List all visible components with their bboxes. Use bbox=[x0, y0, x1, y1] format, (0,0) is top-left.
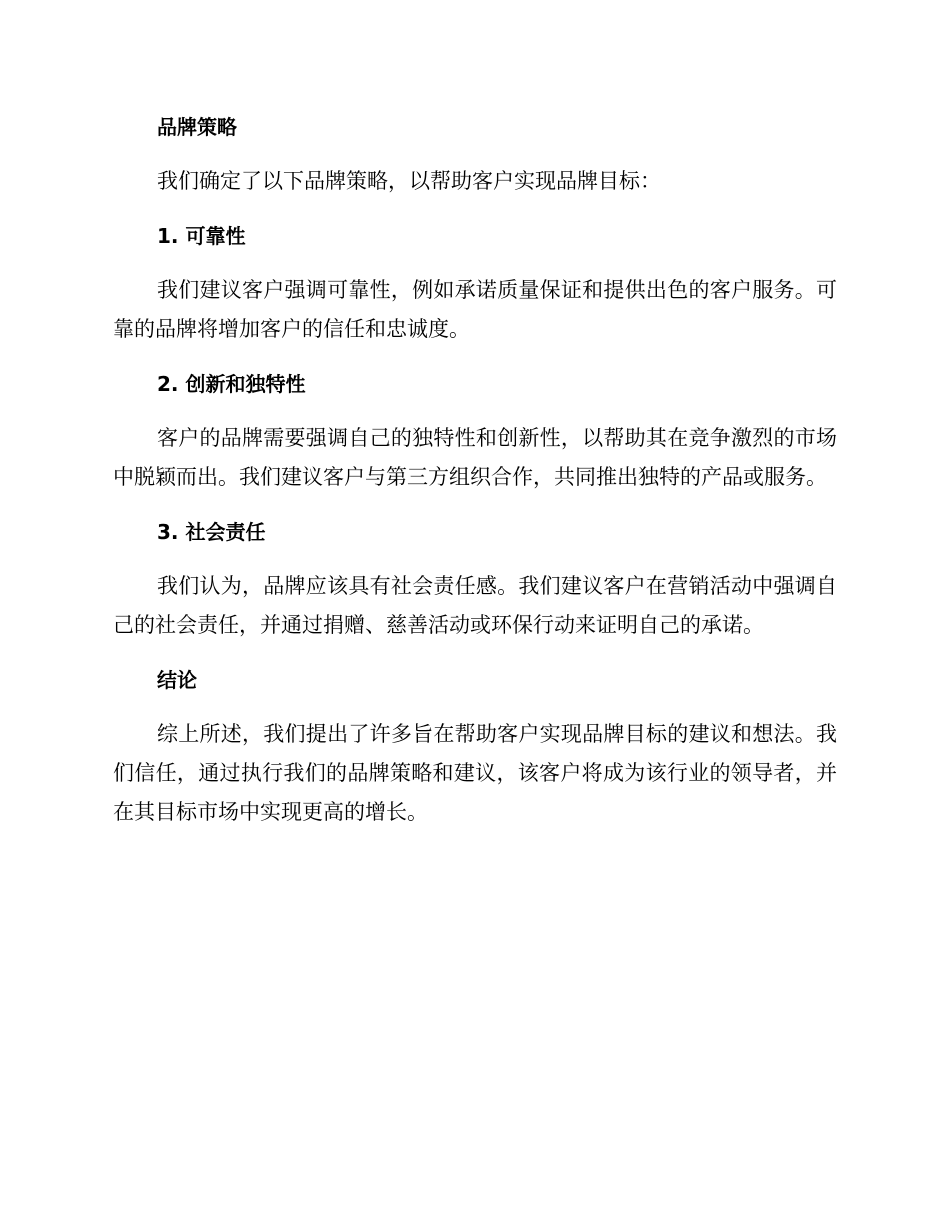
conclusion-paragraph: 综上所述，我们提出了许多旨在帮助客户实现品牌目标的建议和想法。我们信任，通过执行我们的品牌策略和建议，该客户将成为该行业的领导者，并在其目标市场中实现更高的增长。 bbox=[113, 722, 837, 824]
item-heading-innovation: 2. 创新和独特性 bbox=[157, 372, 306, 396]
item-heading-reliability: 1. 可靠性 bbox=[157, 224, 246, 248]
item-heading-social-responsibility: 3. 社会责任 bbox=[157, 520, 266, 544]
section-title: 品牌策略 bbox=[157, 115, 237, 139]
intro-paragraph: 我们确定了以下品牌策略，以帮助客户实现品牌目标： bbox=[157, 169, 661, 193]
document-body bbox=[113, 108, 837, 832]
conclusion-title: 结论 bbox=[157, 668, 197, 692]
item-body-reliability: 我们建议客户强调可靠性，例如承诺质量保证和提供出色的客户服务。可靠的品牌将增加客户的信任和忠诚度。 bbox=[113, 278, 837, 341]
item-body-social-responsibility: 我们认为，品牌应该具有社会责任感。我们建议客户在营销活动中强调自己的社会责任，并通过捐赠、慈善活动或环保行动来证明自己的承诺。 bbox=[113, 574, 837, 637]
item-body-innovation: 客户的品牌需要强调自己的独特性和创新性，以帮助其在竞争激烈的市场中脱颖而出。我们建议客户与第三方组织合作，共同推出独特的产品或服务。 bbox=[113, 426, 837, 489]
